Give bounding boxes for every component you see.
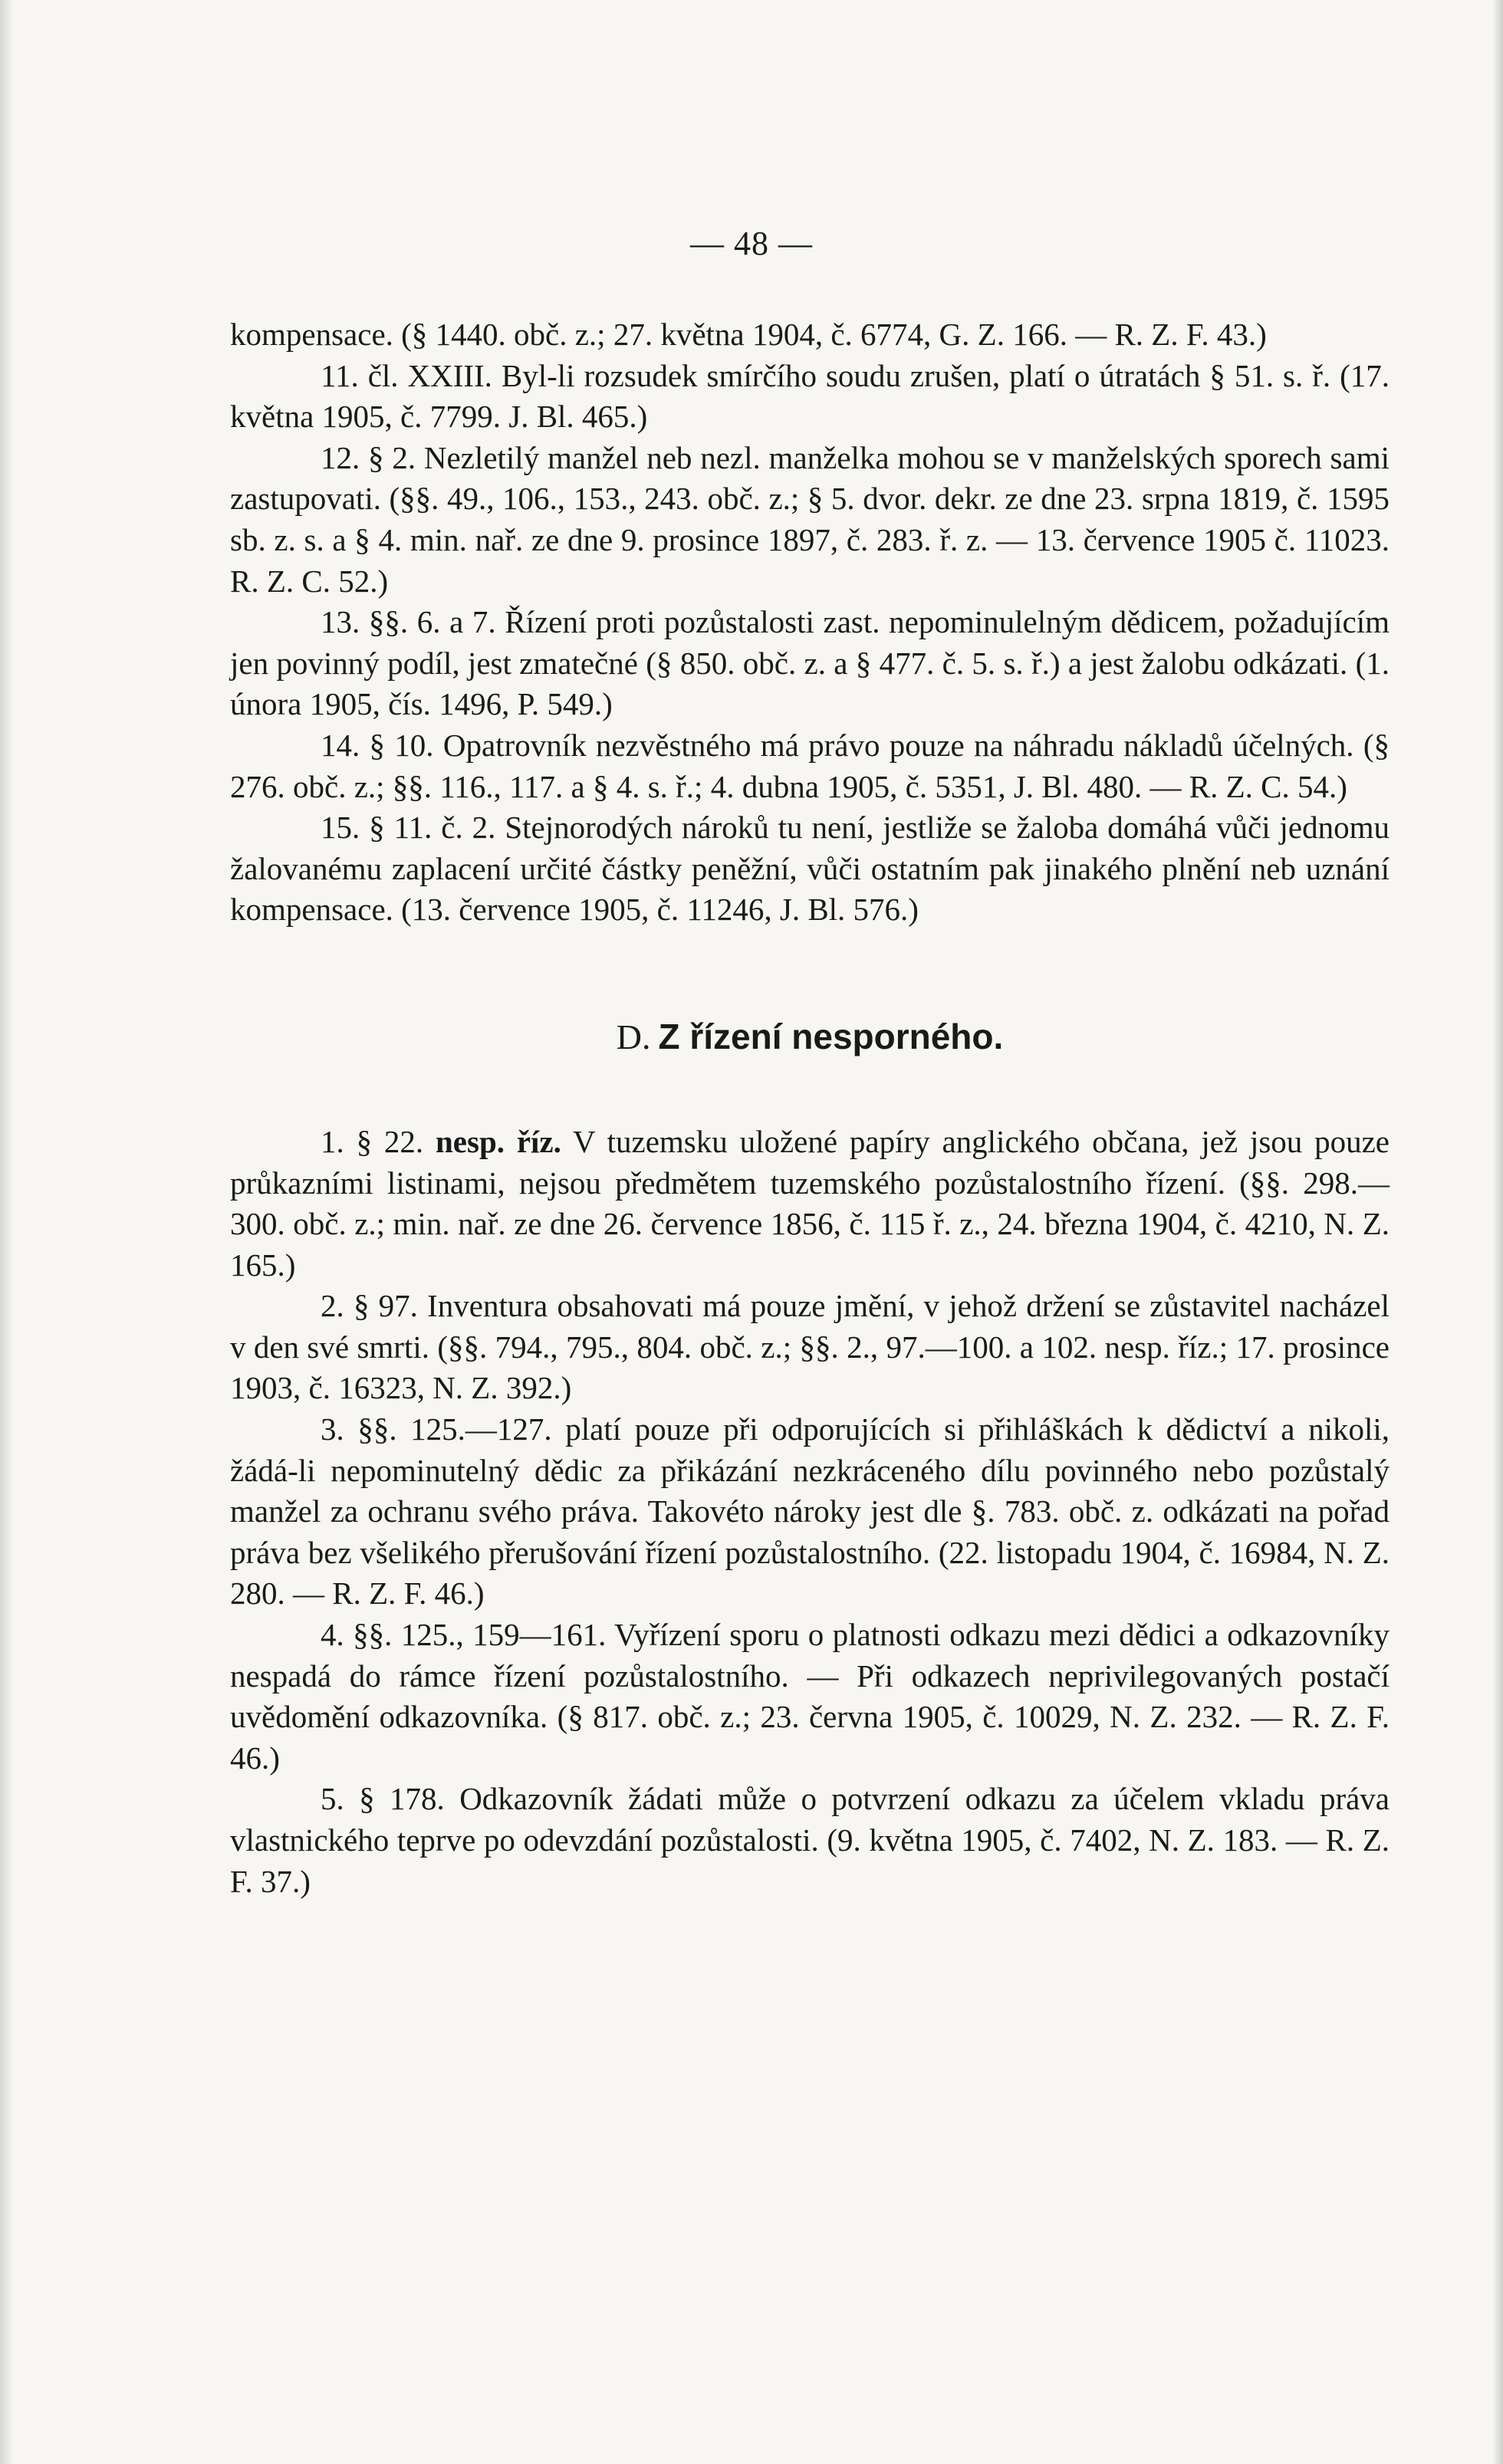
- scan-edge-left: [0, 0, 14, 2464]
- page-content: [230, 314, 1390, 1902]
- paragraph-d1-bold-reference: nesp. říz.: [435, 1123, 561, 1159]
- paragraph-d1: [230, 1122, 1390, 1286]
- paragraph-14: 14. § 10. Opatrovník nezvěstného má právo pouze na náhradu nákladů účelných. (§ 276. obč. z.; §§. 116., 117. a § 4. s. ř.; 4. dubna 1905, č. 5351, J. Bl. 480. — R. Z. C. 54.): [230, 727, 1390, 804]
- paragraph-d4: 4. §§. 125., 159—161. Vyřízení sporu o platnosti odkazu mezi dědici a odkazovníky nespadá do rámce řízení pozůstalostního. — Při odkazech neprivilegovaných postačí uvědomění odkazovníka. (§ 817. obč. z.; 23. června 1905, č. 10029, N. Z. 232. — R. Z. F. 46.): [230, 1617, 1390, 1776]
- paragraph-d1-text: V tuzemsku uložené papíry anglického občana, jež jsou pouze průkazními listinami, nejsou předmětem tuzemského pozůstalostního řízení. (§§. 298.—300. obč. z.; min. nař. ze dne 26. července 1856, č. 115 ř. z., 24. března 1904, č. 4210, N. Z. 165.): [230, 1123, 1390, 1283]
- paragraph-15: 15. § 11. č. 2. Stejnorodých nároků tu není, jestliže se žaloba domáhá vůči jednomu žalovanému zaplacení určité částky peněžní, vůči ostatním pak jinakého plnění neb uznání kompensace. (13. července 1905, č. 11246, J. Bl. 576.): [230, 810, 1390, 928]
- paragraph-11: 11. čl. XXIII. Byl-li rozsudek smírčího soudu zrušen, platí o útratách § 51. s. ř. (17. května 1905, č. 7799. J. Bl. 465.): [230, 357, 1390, 435]
- paragraph-d3: 3. §§. 125.—127. platí pouze při odporujících si přihláškách k dědictví a nikoli, žádá-li nepominutelný dědic za přikázání nezkráceného dílu povinného nebo pozůstalý manžel za ochranu svého práva. Takovéto nároky jest dle §. 783. obč. z. odkázati na pořad práva bez všelikého přerušování řízení pozůstalostního. (22. listopadu 1904, č. 16984, N. Z. 280. — R. Z. F. 46.): [230, 1411, 1390, 1611]
- paragraph-d5: 5. § 178. Odkazovník žádati může o potvrzení odkazu za účelem vkladu práva vlastnického teprve po odevzdání pozůstalosti. (9. května 1905, č. 7402, N. Z. 183. — R. Z. F. 37.): [230, 1781, 1390, 1899]
- page-number: — 48 —: [690, 225, 813, 262]
- paragraph-kompensace-continuation: kompensace. (§ 1440. obč. z.; 27. května 1904, č. 6774, G. Z. 166. — R. Z. F. 43.): [230, 317, 1267, 352]
- section-heading: [230, 931, 1390, 1122]
- paragraph-d1-number: 1. § 22.: [321, 1123, 436, 1159]
- scan-edge-right: [1492, 0, 1503, 2464]
- paragraph-12: 12. § 2. Nezletilý manžel neb nezl. manželka mohou se v manželských sporech sami zastupovati. (§§. 49., 106., 153., 243. obč. z.; § 5. dvor. dekr. ze dne 23. srpna 1819, č. 1595 sb. z. s. a § 4. min. nař. ze dne 9. prosince 1897, č. 283. ř. z. — 13. července 1905 č. 11023. R. Z. C. 52.): [230, 439, 1390, 599]
- paragraph-d2: 2. § 97. Inventura obsahovati má pouze jmění, v jehož držení se zůstavitel nacházel v den své smrti. (§§. 794., 795., 804. obč. z.; §§. 2., 97.—100. a 102. nesp. říz.; 17. prosince 1903, č. 16323, N. Z. 392.): [230, 1288, 1390, 1406]
- section-letter: D.: [616, 1017, 651, 1056]
- paragraph-13: 13. §§. 6. a 7. Řízení proti pozůstalosti zast. nepominulelným dědicem, požadujícím jen povinný podíl, jest zmatečné (§ 850. obč. z. a § 477. č. 5. s. ř.) a jest žalobu odkázati. (1. února 1905, čís. 1496, P. 549.): [230, 604, 1390, 722]
- section-title: Z řízení nesporného.: [658, 1016, 1004, 1056]
